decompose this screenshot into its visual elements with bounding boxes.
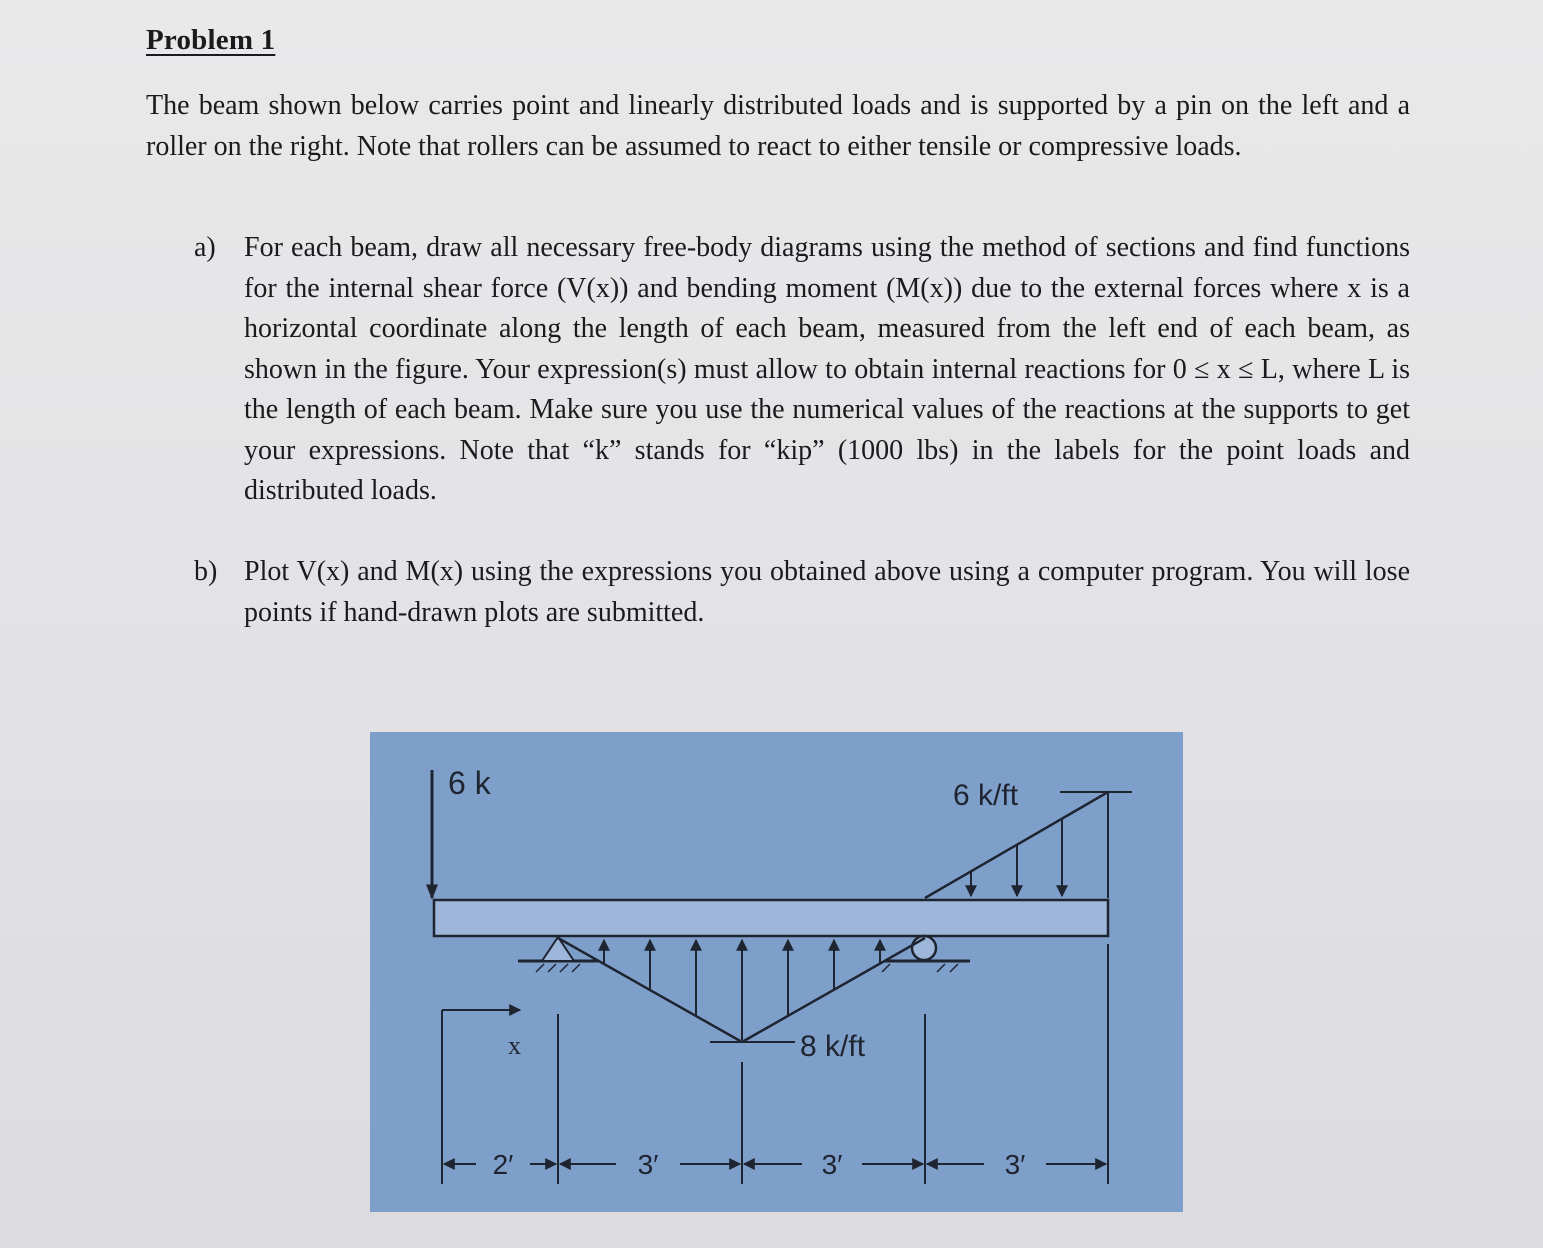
point-load-label: 6 k (448, 765, 491, 801)
problem-intro: The beam shown below carries point and linearly distributed loads and is supported by a pin on the left and a roller on the right. Note that rollers can be assumed to react to either tensile or compressive loads. (146, 90, 1410, 162)
bottom-distributed-load (558, 938, 925, 1042)
x-coordinate-label: x (508, 1031, 521, 1060)
dimension-label-3: 3′ (821, 1149, 843, 1180)
part-a (194, 228, 1410, 512)
beam-diagram (370, 732, 1183, 1212)
dimension-label-1: 2′ (492, 1149, 514, 1180)
part-a-label: a) (194, 232, 216, 263)
problem-title: Problem 1 (146, 24, 276, 56)
part-b (194, 552, 1410, 633)
beam (434, 900, 1108, 936)
beam-figure (370, 732, 1183, 1212)
part-b-text: Plot V(x) and M(x) using the expressions you obtained above using a computer program. You will lose points if hand-drawn plots are submitted. (244, 556, 1410, 628)
top-distributed-label: 6 k/ft (953, 779, 1019, 812)
part-a-text: For each beam, draw all necessary free-body diagrams using the method of sections and find functions for the internal shear force (V(x)) and bending moment (M(x)) due to the external forces where x is a horizontal coordinate along the length of each beam, measured from the left end of each beam, as shown in the figure. Your expression(s) must allow to obtain internal reactions for 0 ≤ x ≤ L, where L is the length of each beam. Make sure you use the numerical values of the reactions at the supports to get your expressions. Note that “k” stands for “kip” (1000 lbs) in the labels for the point loads and distributed loads. (244, 232, 1410, 506)
part-b-label: b) (194, 556, 218, 587)
dimension-label-4: 3′ (1004, 1149, 1026, 1180)
bottom-distributed-label: 8 k/ft (800, 1030, 866, 1063)
dimension-label-2: 3′ (637, 1149, 659, 1180)
